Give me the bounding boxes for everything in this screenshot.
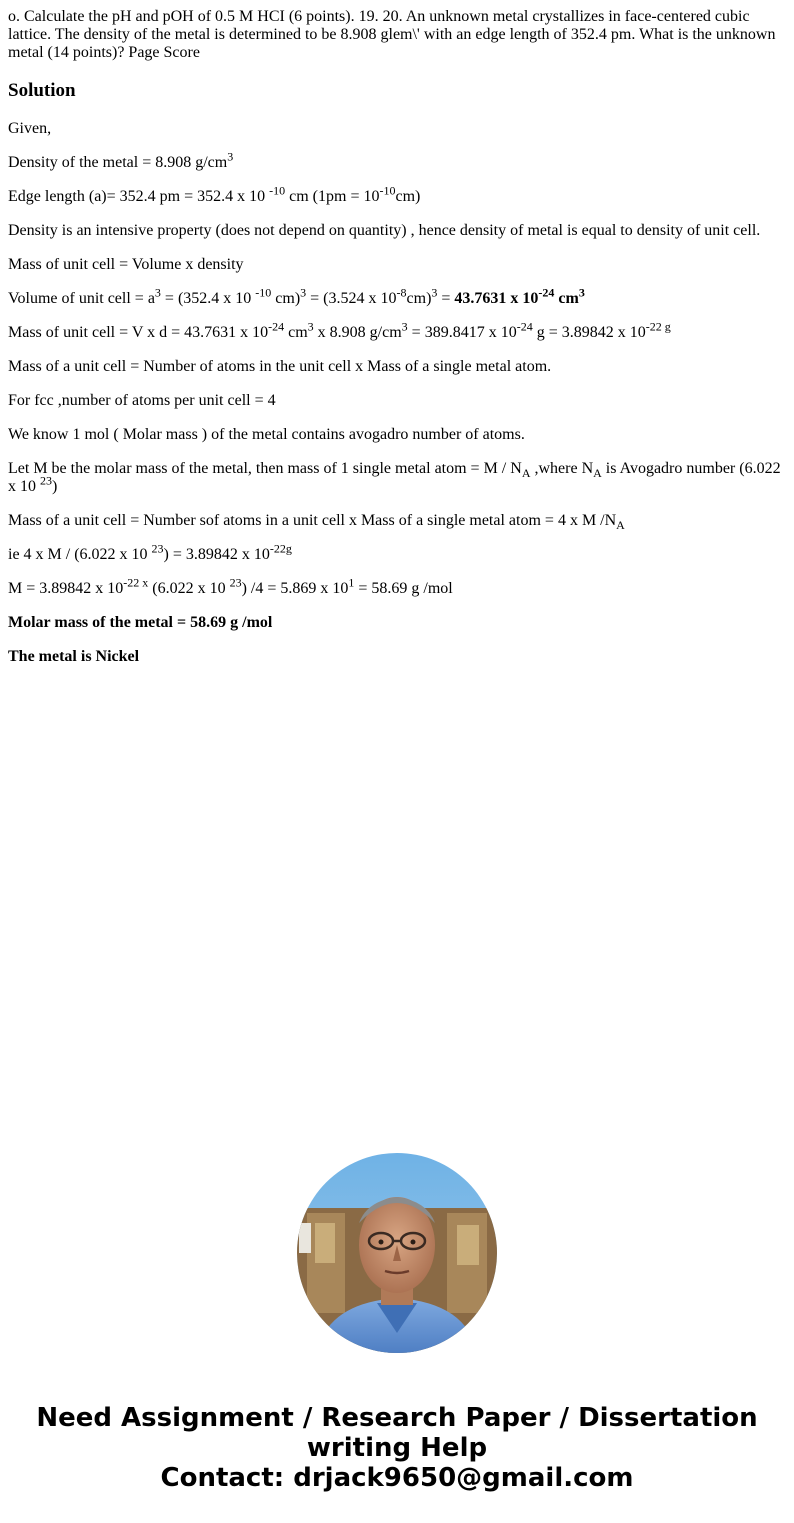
ie-a: ie 4 x M / (6.022 x 10 — [8, 546, 152, 563]
vol-sup2: -10 — [255, 285, 272, 300]
vol-sup1: 3 — [154, 285, 161, 300]
given-line: Given, — [8, 120, 52, 137]
author-avatar — [297, 1153, 497, 1353]
footer-line-help: Need Assignment / Research Paper / Dissertation writing Help — [36, 1403, 758, 1463]
edge-c: cm) — [395, 188, 421, 205]
edge-b: cm (1pm = 10 — [285, 188, 380, 205]
mass-c: x 8.908 g/cm — [313, 324, 402, 341]
meq-a: M = 3.89842 x 10 — [8, 580, 124, 597]
solution-document — [0, 0, 794, 666]
mass-sup3: 3 — [401, 319, 408, 334]
vol-bold2: cm — [554, 290, 579, 307]
footer-line-contact: Contact: drjack9650@gmail.com — [160, 1463, 634, 1493]
molar-mass-bold: Molar mass of the metal = 58.69 g /mol — [8, 614, 273, 631]
ie-sup1: 23 — [151, 541, 164, 556]
mu-sub1: A — [616, 518, 625, 533]
volume-line — [8, 285, 786, 308]
letm-d: ) — [52, 478, 58, 495]
mass-atoms-line: Mass of a unit cell = Number of atoms in the unit cell x Mass of a single metal atom. — [8, 358, 552, 375]
mass-sup5: -22 g — [645, 319, 671, 334]
edge-sup1: -10 — [269, 183, 286, 198]
mass-a: Mass of unit cell = V x d = 43.7631 x 10 — [8, 324, 269, 341]
density-text: Density of the metal = 8.908 g/cm — [8, 154, 228, 171]
edge-a: Edge length (a)= 352.4 pm = 352.4 x 10 — [8, 188, 270, 205]
vol-a: Volume of unit cell = a — [8, 290, 155, 307]
ie-sup2: -22g — [269, 541, 292, 556]
mass-sup1: -24 — [268, 319, 285, 334]
vol-bold1: 43.7631 x 10 — [454, 290, 539, 307]
meq-sup3: 1 — [348, 575, 355, 590]
vol-sup5: 3 — [431, 285, 438, 300]
vol-c: cm) — [271, 290, 301, 307]
meq-c: ) /4 = 5.869 x 10 — [241, 580, 349, 597]
mass-sup4: -24 — [516, 319, 533, 334]
letm-a: Let M be the molar mass of the metal, then mass of 1 single metal atom = M / N — [8, 460, 522, 477]
letm-c: is Avogadro number (6.022 x 10 — [8, 460, 781, 495]
vol-bsup1: -24 — [538, 285, 555, 300]
mu-a: Mass of a unit cell = Number sof atoms in a unit cell x Mass of a single metal atom = 4 x M /N — [8, 512, 617, 529]
mass-formula-line: Mass of unit cell = Volume x density — [8, 256, 244, 273]
meq-sup1: -22 x — [123, 575, 149, 590]
density-line — [8, 149, 786, 172]
vol-b: = (352.4 x 10 — [160, 290, 256, 307]
question-text: o. Calculate the pH and pOH of 0.5 M HCI (6 points). 19. 20. An unknown metal crystallizes in face-centered cubic lattice. The density of the metal is determined to be 8.908 glem\' with an edge length of 352.4 pm. What is the unknown metal (14 points)? Page Score — [8, 8, 776, 61]
metal-line — [8, 648, 786, 666]
meq-sup2: 23 — [229, 575, 242, 590]
metal-bold: The metal is Nickel — [8, 648, 140, 665]
intensive-line: Density is an intensive property (does not depend on quantity) , hence density of metal is equal to density of unit cell. — [8, 222, 761, 239]
vol-d: = (3.524 x 10 — [306, 290, 397, 307]
ie-line — [8, 541, 786, 564]
fcc-line: For fcc ,number of atoms per unit cell = 4 — [8, 392, 276, 409]
footer-banner — [0, 1403, 794, 1493]
mass-d: = 389.8417 x 10 — [407, 324, 517, 341]
edge-sup2: -10 — [379, 183, 396, 198]
m-equation-line — [8, 575, 786, 598]
vol-f: = — [437, 290, 455, 307]
mass-sup2: 3 — [307, 319, 314, 334]
meq-d: = 58.69 g /mol — [354, 580, 453, 597]
vol-sup3: 3 — [300, 285, 307, 300]
mass-calc-line — [8, 319, 786, 342]
mass-unit-line — [8, 512, 786, 533]
letm-sub2: A — [593, 466, 602, 481]
molar-mass-line — [8, 614, 786, 632]
vol-e: cm) — [406, 290, 432, 307]
mass-e: g = 3.89842 x 10 — [532, 324, 646, 341]
vol-result — [454, 285, 585, 307]
letm-sup1: 23 — [40, 473, 52, 488]
avogadro-line: We know 1 mol ( Molar mass ) of the metal contains avogadro number of atoms. — [8, 426, 525, 443]
ie-b: ) = 3.89842 x 10 — [163, 546, 270, 563]
edge-length-line — [8, 183, 786, 206]
letm-b: ,where N — [530, 460, 594, 477]
letm-sub1: A — [521, 466, 531, 481]
mass-b: cm — [284, 324, 308, 341]
avatar-image — [297, 1153, 497, 1353]
let-m-line — [8, 460, 786, 496]
vol-sup4: -8 — [396, 285, 407, 300]
density-sup: 3 — [227, 149, 234, 164]
vol-bsup2: 3 — [578, 285, 585, 300]
solution-heading: Solution — [8, 80, 76, 101]
meq-b: (6.022 x 10 — [148, 580, 230, 597]
